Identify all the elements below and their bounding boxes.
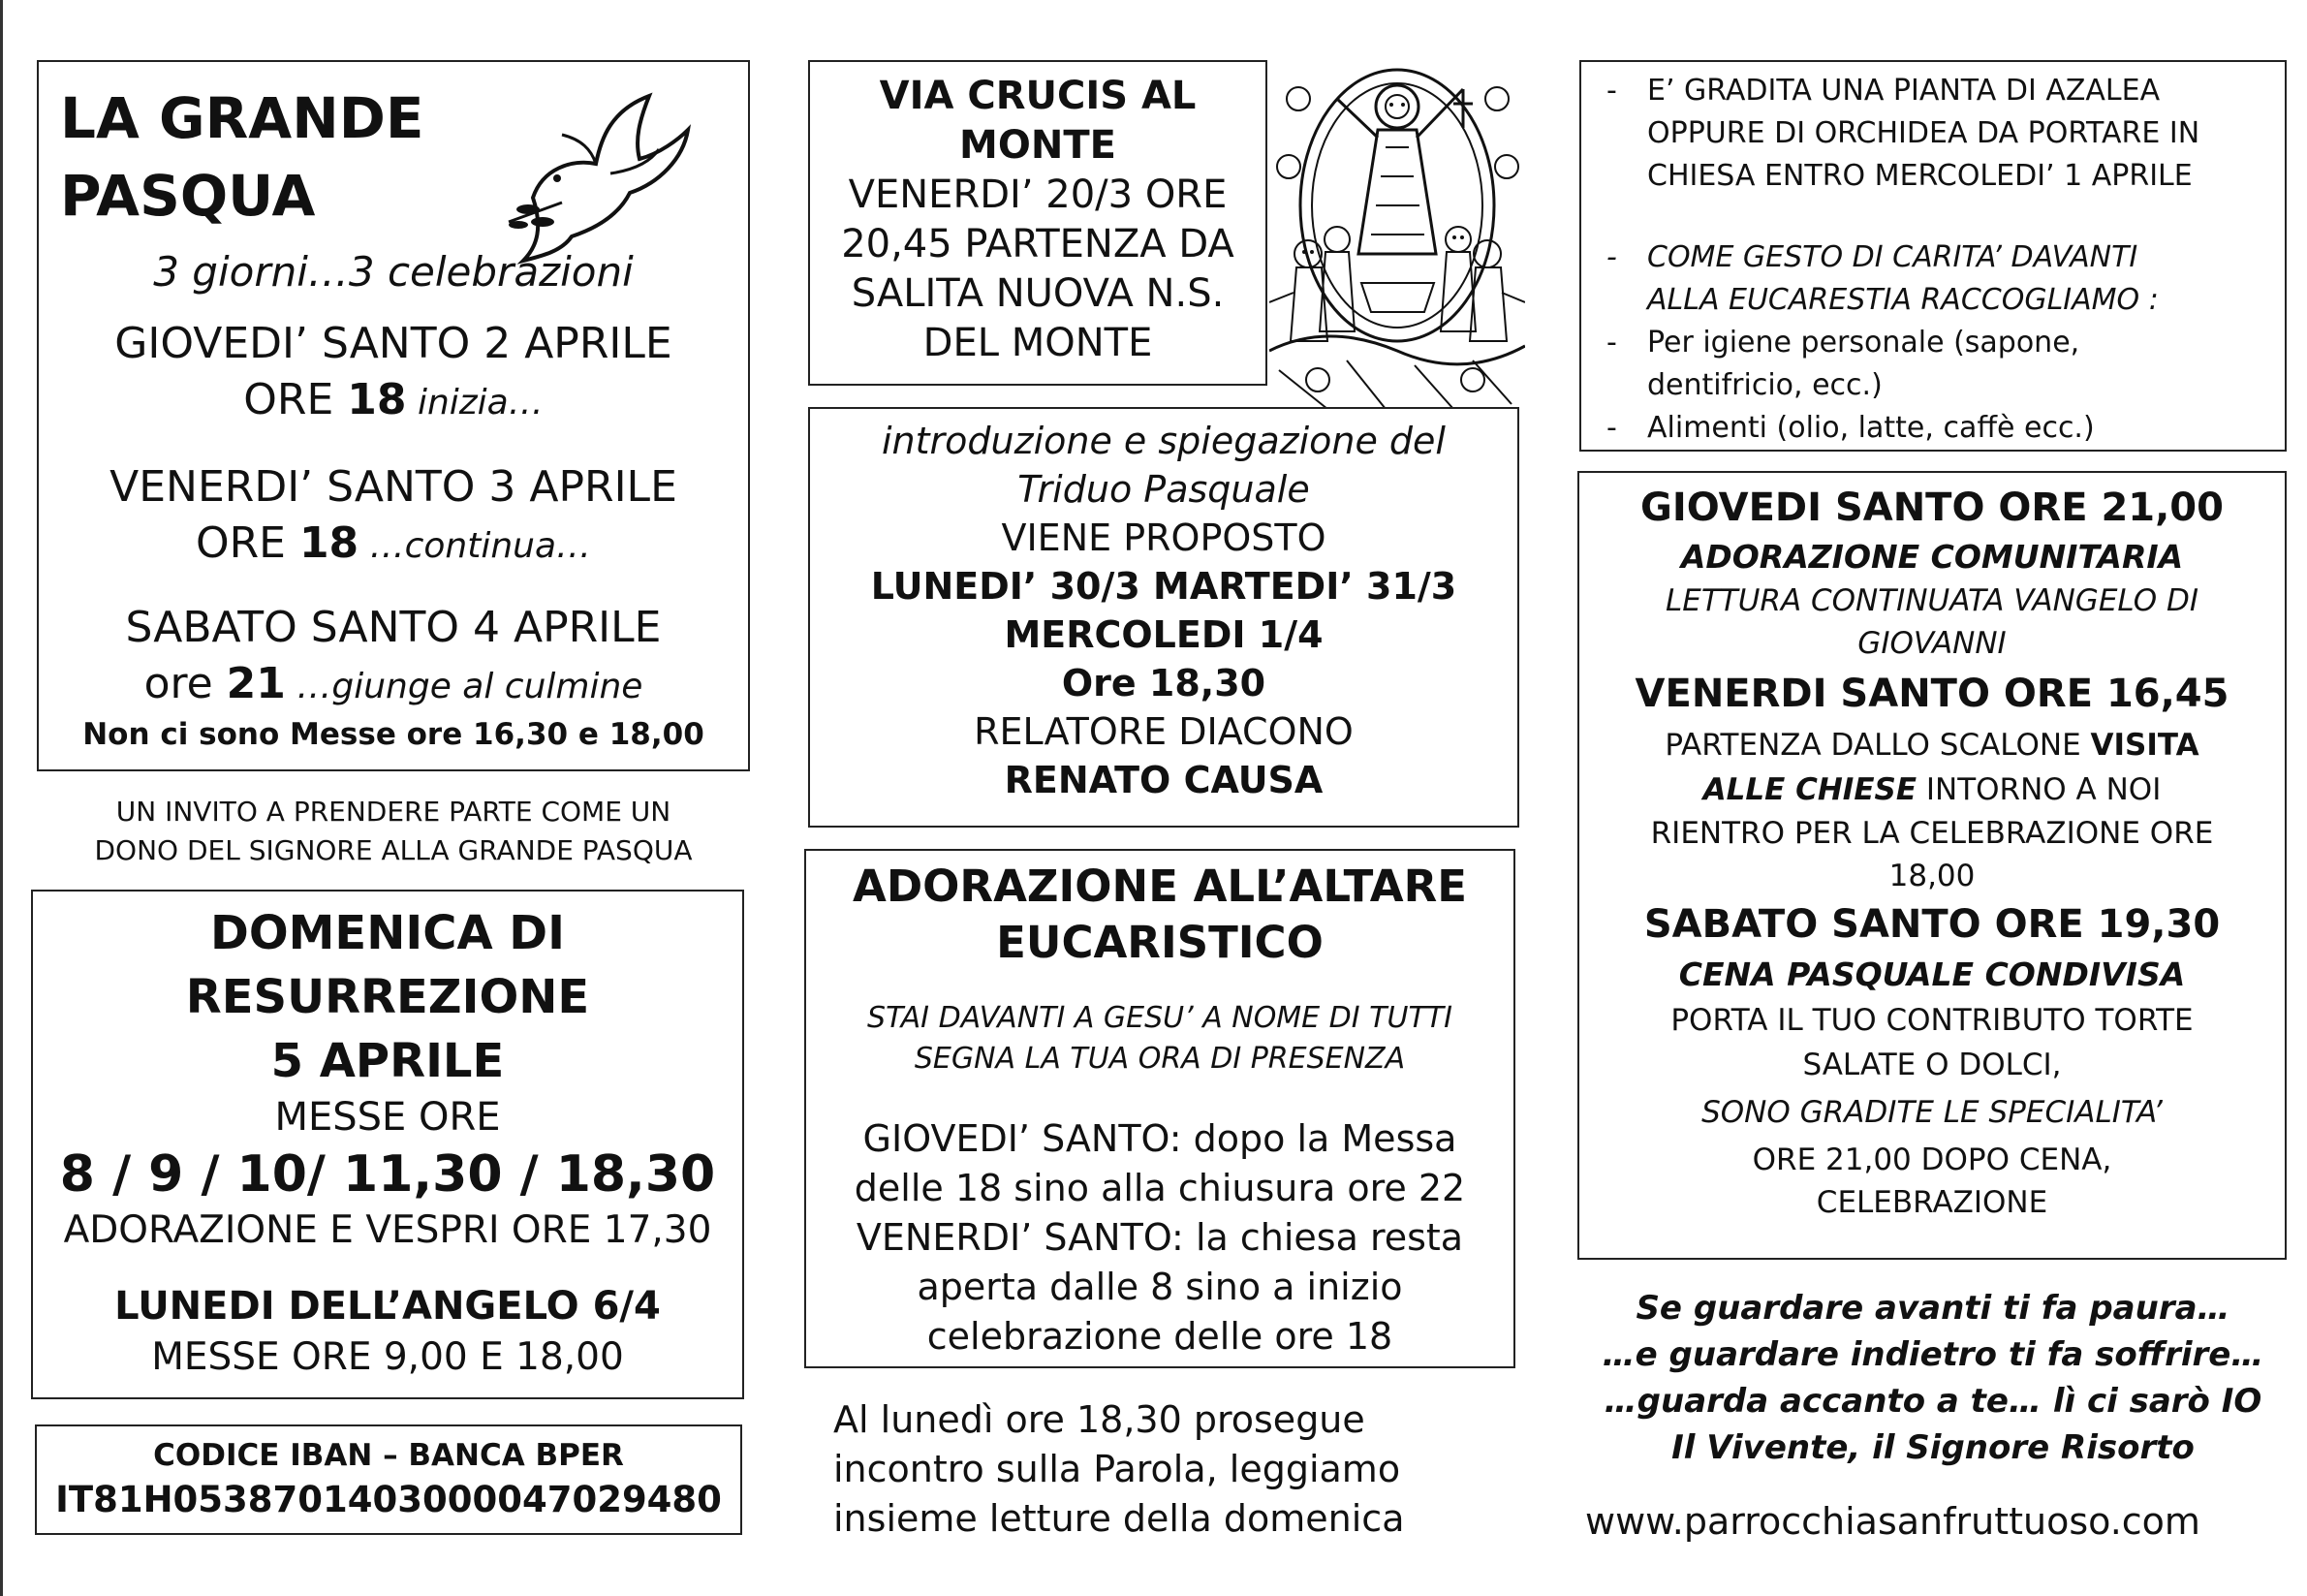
quote-line3: …guarda accanto a te… lì ci sarò IO	[1604, 1382, 2262, 1421]
triduo-line7: RELATORE DIACONO	[974, 710, 1354, 753]
iban-label: CODICE IBAN – BANCA BPER	[153, 1438, 624, 1473]
pasqua-title	[60, 79, 424, 235]
iban-code: IT81H0538701403000047029480	[55, 1479, 722, 1520]
adorazione-sub	[806, 998, 1513, 1080]
program-giovedi-title: GIOVEDI SANTO ORE 21,00	[1640, 485, 2224, 530]
giovedi-block	[39, 316, 748, 431]
notice-spacer	[1606, 198, 2275, 236]
pasqua-subtitle: 3 giorni…3 celebrazioni	[153, 248, 634, 296]
giovedi-hour: 18	[347, 375, 407, 424]
via-crucis-line6: DEL MONTE	[922, 321, 1153, 365]
giovedi-line1: GIOVEDI’ SANTO 2 APRILE	[114, 319, 672, 368]
igiene-line1: - Per igiene personale (sapone,	[1647, 326, 2080, 360]
program-venerdi-line2	[1579, 767, 2285, 812]
lunedi-note-line1: Al lunedì ore 18,30 prosegue	[833, 1398, 1365, 1441]
adorazione-body-line5: celebrazione delle ore 18	[926, 1315, 1393, 1358]
quote-line2: …e guardare indietro ti fa soffrire…	[1602, 1335, 2264, 1374]
pasqua-title-line2: PASQUA	[60, 163, 316, 229]
via-crucis-text	[810, 72, 1265, 368]
dove-icon	[504, 81, 698, 266]
program-sabato-line3: SONO GRADITE LE SPECIALITA’	[1701, 1095, 2163, 1130]
program-sabato-title: SABATO SANTO ORE 19,30	[1643, 902, 2221, 947]
lunedi-note-line3: insieme letture della domenica	[833, 1497, 1405, 1540]
adorazione-body-line1: GIOVEDI’ SANTO: dopo la Messa	[862, 1117, 1457, 1160]
pasqua-box	[37, 60, 750, 771]
azalea-line1: - E’ GRADITA UNA PIANTA DI AZALEA	[1647, 74, 2161, 108]
adorazione-body-line4: aperta dalle 8 sino a inizio	[917, 1266, 1403, 1308]
invite-text	[37, 793, 750, 870]
program-venerdi-post: INTORNO A NOI	[1917, 772, 2162, 807]
triduo-line1: introduzione e spiegazione del	[882, 420, 1446, 462]
azalea-line2: OPPURE DI ORCHIDEA DA PORTARE IN	[1647, 116, 2200, 150]
triduo-line6: Ore 18,30	[1061, 662, 1266, 704]
via-crucis-line5: SALITA NUOVA N.S.	[851, 271, 1225, 316]
carita-line2: ALLA EUCARESTIA RACCOGLIAMO :	[1647, 283, 2159, 317]
program-venerdi-title: VENERDI SANTO ORE 16,45	[1635, 672, 2229, 716]
lunedi-note-line2: incontro sulla Parola, leggiamo	[833, 1448, 1401, 1490]
triduo-line2: Triduo Pasquale	[1017, 468, 1310, 511]
invite-line1: UN INVITO A PRENDERE PARTE COME UN	[115, 796, 671, 828]
adorazione-title	[806, 859, 1513, 971]
giovedi-line2	[39, 372, 748, 431]
domenica-box	[31, 890, 744, 1399]
program-sabato-sub: CENA PASQUALE CONDIVISA	[1678, 955, 2186, 993]
sabato-post: …giunge al culmine	[285, 667, 643, 706]
sabato-line1: SABATO SANTO 4 APRILE	[125, 603, 662, 652]
venerdi-line1: VENERDI’ SANTO 3 APRILE	[109, 462, 677, 512]
lunedi-angelo-title: LUNEDI DELL’ANGELO 6/4	[114, 1284, 661, 1329]
program-giovedi-sub: ADORAZIONE COMUNITARIA	[1680, 538, 2184, 576]
azalea-line3: CHIESA ENTRO MERCOLEDI’ 1 APRILE	[1647, 159, 2193, 193]
pasqua-note: Non ci sono Messe ore 16,30 e 18,00	[82, 717, 704, 752]
domenica-title-line2: RESURREZIONE	[185, 970, 590, 1024]
adorazione-sub-line1: STAI DAVANTI A GESU’ A NOME DI TUTTI	[867, 1001, 1452, 1035]
program-text	[1579, 481, 2285, 1223]
triduo-line4: LUNEDI’ 30/3 MARTEDI’ 31/3	[870, 565, 1457, 608]
adorazione-body	[806, 1114, 1513, 1361]
igiene-item	[1606, 322, 2275, 407]
venerdi-block	[39, 459, 748, 575]
via-crucis-title-line1: VIA CRUCIS AL	[879, 74, 1197, 118]
program-sabato-line4: ORE 21,00 DOPO CENA,	[1752, 1142, 2112, 1177]
triduo-text	[810, 417, 1517, 804]
pasqua-title-line1: LA GRANDE	[60, 85, 424, 151]
lunedi-note	[833, 1395, 1404, 1544]
program-venerdi-pre: PARTENZA DALLO SCALONE	[1665, 728, 2091, 763]
program-sabato-line2: SALATE O DOLCI,	[1802, 1048, 2062, 1082]
giovedi-pre: ORE	[243, 375, 348, 424]
triduo-box	[808, 407, 1519, 828]
page-left-rule	[0, 0, 3, 1596]
program-sabato-line5: CELEBRAZIONE	[1816, 1185, 2048, 1220]
adorazione-title-line1: ADORAZIONE ALL’ALTARE	[853, 861, 1467, 912]
quote-line1: Se guardare avanti ti fa paura…	[1636, 1289, 2230, 1328]
giovedi-post: inizia…	[406, 383, 544, 422]
program-sabato-line1: PORTA IL TUO CONTRIBUTO TORTE	[1670, 1003, 2194, 1038]
domenica-messe-label: MESSE ORE	[274, 1095, 501, 1140]
sabato-pre: ore	[143, 659, 227, 708]
domenica-title-line1: DOMENICA DI	[209, 906, 566, 960]
venerdi-pre: ORE	[195, 518, 299, 568]
sabato-line2	[39, 656, 748, 715]
adorazione-body-line2: delle 18 sino alla chiusura ore 22	[854, 1167, 1466, 1209]
quote-line4: Il Vivente, il Signore Risorto	[1671, 1428, 2195, 1467]
triduo-line3: VIENE PROPOSTO	[1001, 516, 1326, 559]
via-crucis-line4: 20,45 PARTENZA DA	[841, 222, 1234, 266]
azalea-item	[1606, 70, 2275, 198]
adorazione-body-line3: VENERDI’ SANTO: la chiesa resta	[856, 1216, 1464, 1259]
via-crucis-line3: VENERDI’ 20/3 ORE	[848, 172, 1228, 217]
program-giovedi-line1: LETTURA CONTINUATA VANGELO DI	[1665, 583, 2198, 618]
venerdi-post: …continua…	[359, 526, 592, 566]
domenica-title-line3: 5 APRILE	[270, 1034, 505, 1088]
domenica-adorazione: ADORAZIONE E VESPRI ORE 17,30	[63, 1208, 712, 1252]
adorazione-title-line2: EUCARISTICO	[996, 917, 1324, 968]
alimenti-item	[1606, 407, 2275, 450]
resurrection-icon	[1269, 60, 1525, 413]
program-venerdi-bold2: ALLE CHIESE	[1702, 772, 1917, 807]
notice-box	[1579, 60, 2287, 452]
domenica-messe-times: 8 / 9 / 10/ 11,30 / 18,30	[59, 1145, 716, 1204]
program-venerdi-bold1: VISITA	[2090, 728, 2199, 763]
venerdi-hour: 18	[298, 518, 359, 568]
via-crucis-box	[808, 60, 1267, 386]
sabato-hour: 21	[226, 659, 286, 708]
triduo-line5: MERCOLEDI 1/4	[1004, 613, 1324, 656]
alimenti-line: - Alimenti (olio, latte, caffè ecc.)	[1647, 411, 2095, 445]
notice-text	[1606, 70, 2275, 450]
venerdi-line2	[39, 516, 748, 575]
program-venerdi-line3: RIENTRO PER LA CELEBRAZIONE ORE	[1650, 816, 2214, 851]
invite-line2: DONO DEL SIGNORE ALLA GRANDE PASQUA	[94, 834, 693, 866]
program-box	[1577, 471, 2287, 1260]
lunedi-angelo-messe: MESSE ORE 9,00 E 18,00	[151, 1335, 624, 1379]
quote	[1579, 1285, 2287, 1471]
adorazione-sub-line2: SEGNA LA TUA ORA DI PRESENZA	[914, 1042, 1406, 1076]
sabato-block	[39, 600, 748, 715]
triduo-line8: RENATO CAUSA	[1004, 759, 1324, 801]
program-venerdi-line4: 18,00	[1888, 859, 1976, 893]
adorazione-box	[804, 849, 1515, 1368]
website-link[interactable]: www.parrocchiasanfruttuoso.com	[1585, 1500, 2200, 1543]
igiene-line2: dentifricio, ecc.)	[1647, 368, 1883, 402]
iban-box	[35, 1424, 742, 1535]
program-venerdi-line1	[1579, 723, 2285, 767]
carita-item	[1606, 236, 2275, 322]
carita-line1: - COME GESTO DI CARITA’ DAVANTI	[1647, 240, 2138, 274]
domenica-title	[33, 901, 742, 1093]
via-crucis-title-line2: MONTE	[959, 123, 1116, 168]
program-giovedi-line2: GIOVANNI	[1857, 626, 2007, 661]
